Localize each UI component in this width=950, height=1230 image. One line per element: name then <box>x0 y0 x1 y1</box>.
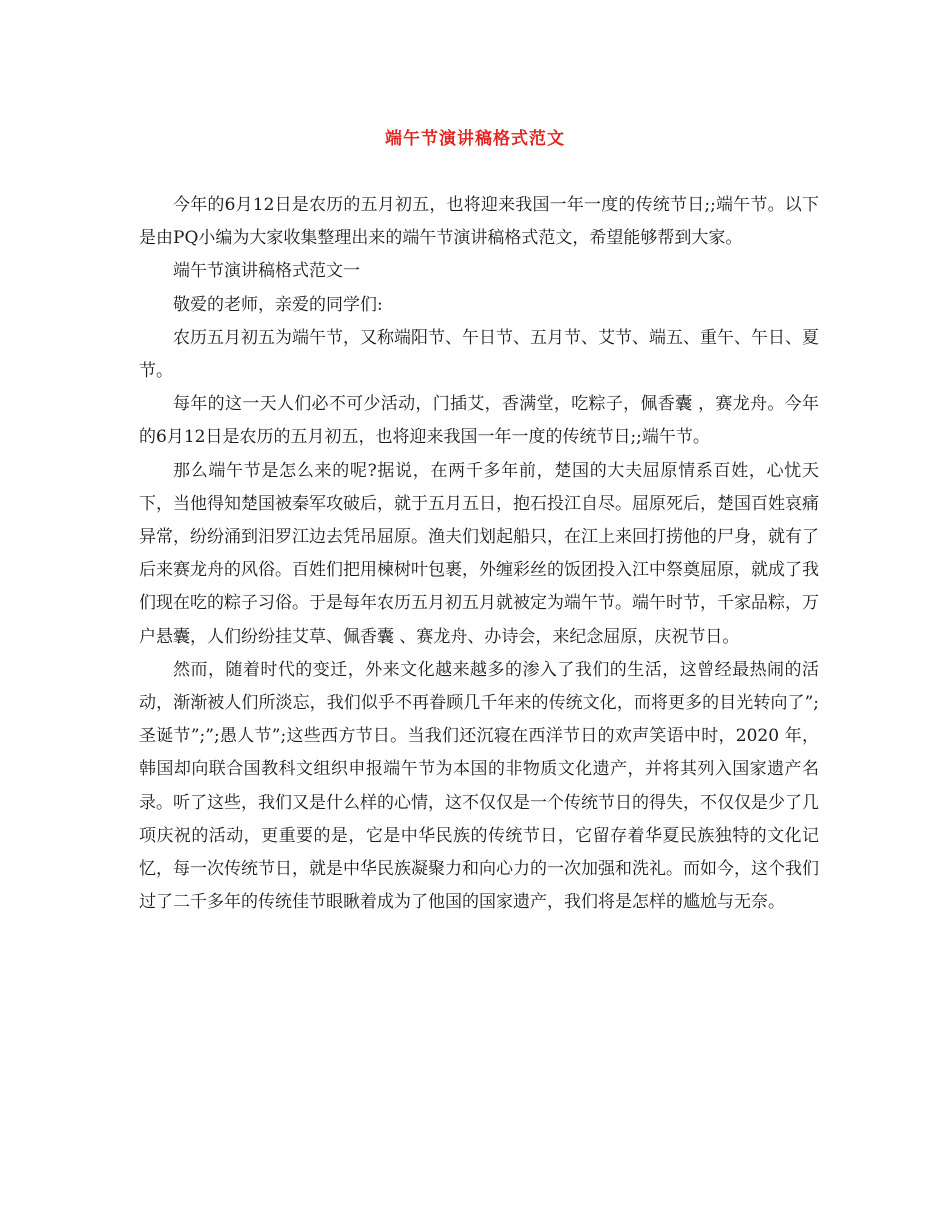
paragraph-modern-times: 然而，随着时代的变迁，外来文化越来越多的渗入了我们的生活，这曾经最热闹的活动，渐渐被人们所淡忘，我们似乎不再眷顾几千年来的传统文化，而将更多的目光转向了”;圣诞节”;”;愚人节”;这些西方节日。当我们还沉寝在西洋节日的欢声笑语中时，2020 年，韩国却向联合国教科文组织申报端午节为本国的非物质文化遗产，并将其列入国家遗产名录。听了这些，我们又是什么样的心情，这不仅仅是一个传统节日的得失，不仅仅是少了几项庆祝的活动，更重要的是，它是中华民族的传统节日，它留存着华夏民族独特的文化记忆，每一次传统节日，就是中华民族凝聚力和向心力的一次加强和洗礼。而如今，这个我们过了二千多年的传统佳节眼瞅着成为了他国的国家遗产，我们将是怎样的尴尬与无奈。 <box>139 659 819 913</box>
paragraph-section-heading: 端午节演讲稿格式范文一 <box>173 261 360 282</box>
paragraph-festival-names: 农历五月初五为端午节，又称端阳节、午日节、五月节、艾节、端五、重午、午日、夏节。 <box>139 327 819 382</box>
paragraph-customs: 每年的这一天人们必不可少活动，门插艾，香满堂，吃粽子，佩香囊 ，赛龙舟。今年的6月12日是农历的五月初五，也将迎来我国一年一度的传统节日;;端午节。 <box>139 394 819 448</box>
paragraph-origin: 那么端午节是怎么来的呢?据说，在两千多年前，楚国的大夫屈原情系百姓，心忧天下，当他得知楚国被秦军攻破后，就于五月五日，抱石投江自尽。屈原死后，楚国百姓哀痛异常，纷纷涌到汨罗江边去凭吊屈原。渔夫们划起船只，在江上来回打捞他的尸身，就有了后来赛龙舟的风俗。百姓们把用楝树叶包裹，外缠彩丝的饭团投入江中祭奠屈原，就成了我们现在吃的粽子习俗。于是每年农历五月初五月就被定为端午节。端午时节，千家品粽，万户悬囊，人们纷纷挂艾草、佩香囊 、赛龙舟、办诗会，来纪念屈原，庆祝节日。 <box>139 460 819 647</box>
paragraph-intro: 今年的6月12日是农历的五月初五，也将迎来我国一年一度的传统节日;;端午节。以下是由PQ小编为大家收集整理出来的端午节演讲稿格式范文，希望能够帮到大家。 <box>139 195 819 249</box>
document-body <box>139 189 819 919</box>
paragraph-salutation: 敬爱的老师，亲爱的同学们: <box>173 294 383 315</box>
document-title: 端午节演讲稿格式范文 <box>385 129 565 149</box>
